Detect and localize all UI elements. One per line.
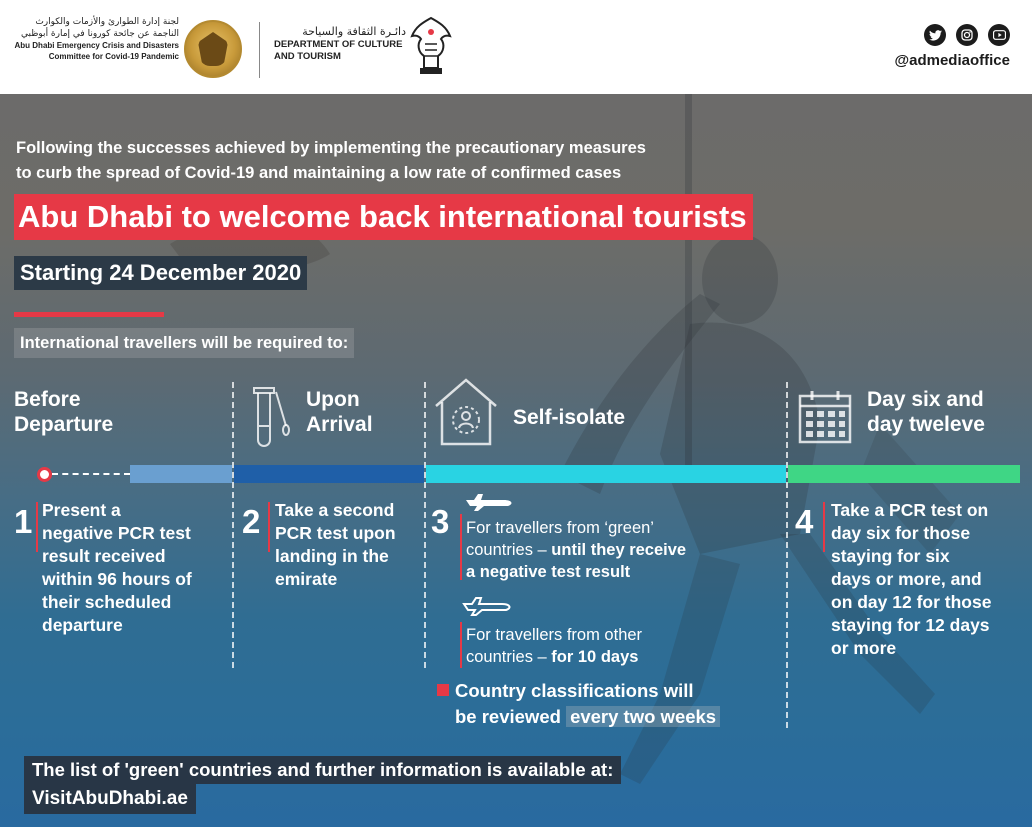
step-1-title-line1: Before [14, 388, 81, 411]
step-2-description-line: Take a second [275, 500, 395, 520]
step-4-description-line: or more [831, 638, 897, 658]
airplane-green-icon [464, 490, 516, 512]
green-countries-line2 [466, 539, 786, 561]
green-countries-line3-bold: a negative test result [466, 563, 631, 581]
step-2-description [275, 499, 396, 591]
crisis-committee-ar-line2: الناجمة عن جائحة كورونا في إمارة أبوظبي [21, 29, 179, 39]
test-tube-icon [252, 386, 290, 452]
airplane-other-icon [462, 594, 516, 616]
column-separator-1 [232, 382, 234, 668]
timeline-start-dot [37, 467, 52, 482]
step-2-description-line: emirate [275, 569, 338, 589]
step-2-number-bar [268, 502, 270, 552]
dct-name-ar: دائـرة الثقافة والسياحة [302, 25, 406, 38]
step-4-title-line2: day tweleve [867, 413, 985, 436]
green-countries-line3 [466, 561, 786, 583]
green-countries-line2-text: countries – [466, 541, 552, 559]
step-2-title-line1: Upon [306, 388, 360, 411]
step-4-description-line: days or more, and [831, 569, 982, 589]
timeline-segment-2 [234, 465, 424, 483]
dct-name-en-line1: DEPARTMENT OF CULTURE [274, 39, 403, 50]
review-line1-text: Country classifications will [455, 680, 694, 701]
step-1-description-line: result received [42, 546, 166, 566]
review-line2-text: be reviewed [455, 706, 567, 727]
home-isolation-icon [432, 376, 500, 448]
step-1-description-line: their scheduled [42, 592, 172, 612]
step-4-description-line: staying for six [831, 546, 950, 566]
step-4-title-line1: Day six and [867, 388, 984, 411]
step-3-title-line1: Self-isolate [513, 406, 626, 429]
step-4-description-line: Take a PCR test on [831, 500, 989, 520]
step-3-number: 3 [431, 503, 450, 540]
step-1-title-line2: Departure [14, 413, 114, 436]
footer-info-text: The list of 'green' countries and further information is available at: [24, 756, 621, 784]
step-3-green-countries [466, 517, 786, 583]
step-2-description-line: landing in the [275, 546, 389, 566]
green-countries-line1: For travellers from ‘green’ [466, 519, 654, 537]
step-4-description [831, 499, 991, 660]
review-line1 [437, 678, 777, 704]
step-2-description-line: PCR test upon [275, 523, 396, 543]
review-highlight: every two weeks [566, 706, 720, 727]
step-4-description-line: day six for those [831, 523, 971, 543]
uae-emblem-logo [184, 20, 242, 78]
dct-name [274, 24, 406, 63]
intro-line-1: Following the successes achieved by implementing the precautionary measures [16, 139, 646, 157]
step-2-title-line2: Arrival [306, 413, 373, 436]
step-2-number: 2 [242, 503, 261, 540]
other-countries-line2 [466, 646, 786, 668]
step-1-number-bar [36, 502, 38, 552]
red-accent-rule [14, 312, 164, 317]
social-icons [924, 24, 1010, 46]
twitter-icon[interactable] [924, 24, 946, 46]
column-separator-2 [424, 382, 426, 668]
dct-falcon-logo [408, 16, 454, 76]
step-1-description-line: negative PCR test [42, 523, 191, 543]
falcon-emblem-icon [198, 32, 228, 66]
requirements-label: International travellers will be required to: [14, 328, 354, 358]
step-2-title [306, 387, 373, 437]
timeline-segment-3 [426, 465, 786, 483]
classification-review-note [437, 678, 777, 730]
step-3-other-countries [466, 624, 786, 668]
youtube-icon[interactable] [988, 24, 1010, 46]
start-date-badge: Starting 24 December 2020 [14, 256, 307, 290]
dct-name-en-line2: AND TOURISM [274, 51, 341, 62]
step-1-description-line: Present a [42, 500, 121, 520]
column-separator-3 [786, 382, 788, 728]
review-line2 [437, 704, 777, 730]
green-countries-line2-bold: until they receive [551, 541, 687, 559]
step-3-title [513, 405, 625, 430]
step-3-green-bar [460, 514, 462, 580]
step-4-number: 4 [795, 503, 814, 540]
instagram-icon[interactable] [956, 24, 978, 46]
header-bar [0, 0, 1032, 94]
other-countries-line1: For travellers from other [466, 626, 643, 644]
intro-line-2: to curb the spread of Covid-19 and maintaining a low rate of confirmed cases [16, 164, 622, 182]
header-divider [259, 22, 260, 78]
intro-text [16, 136, 776, 186]
crisis-committee-en-line2: Committee for Covid-19 Pandemic [48, 52, 179, 61]
step-4-number-bar [823, 502, 825, 552]
step-3-other-bar [460, 622, 462, 668]
step-4-title [867, 387, 985, 437]
main-infographic [0, 94, 1032, 827]
other-countries-line2-bold: for 10 days [551, 648, 639, 666]
other-countries-line2-text: countries – [466, 648, 552, 666]
step-1-description-line: departure [42, 615, 123, 635]
crisis-committee-name [14, 16, 179, 62]
crisis-committee-ar-line1: لجنة إدارة الطوارئ والأزمات والكوارث [35, 17, 179, 27]
step-1-number: 1 [14, 503, 33, 540]
headline: Abu Dhabi to welcome back international tourists [14, 194, 753, 240]
timeline-segment-4 [788, 465, 1020, 483]
footer-website-link[interactable]: VisitAbuDhabi.ae [24, 784, 196, 814]
step-1-title [14, 387, 113, 437]
timeline-segment-1 [130, 465, 232, 483]
red-square-bullet [437, 684, 449, 696]
step-4-description-line: staying for 12 days [831, 615, 990, 635]
social-handle[interactable]: @admediaoffice [894, 52, 1010, 69]
crisis-committee-en-line1: Abu Dhabi Emergency Crisis and Disasters [14, 41, 179, 50]
calendar-icon [798, 390, 852, 444]
step-1-description [42, 499, 192, 637]
step-4-description-line: on day 12 for those [831, 592, 992, 612]
step-1-description-line: within 96 hours of [42, 569, 192, 589]
timeline-dashed-start [52, 473, 130, 475]
